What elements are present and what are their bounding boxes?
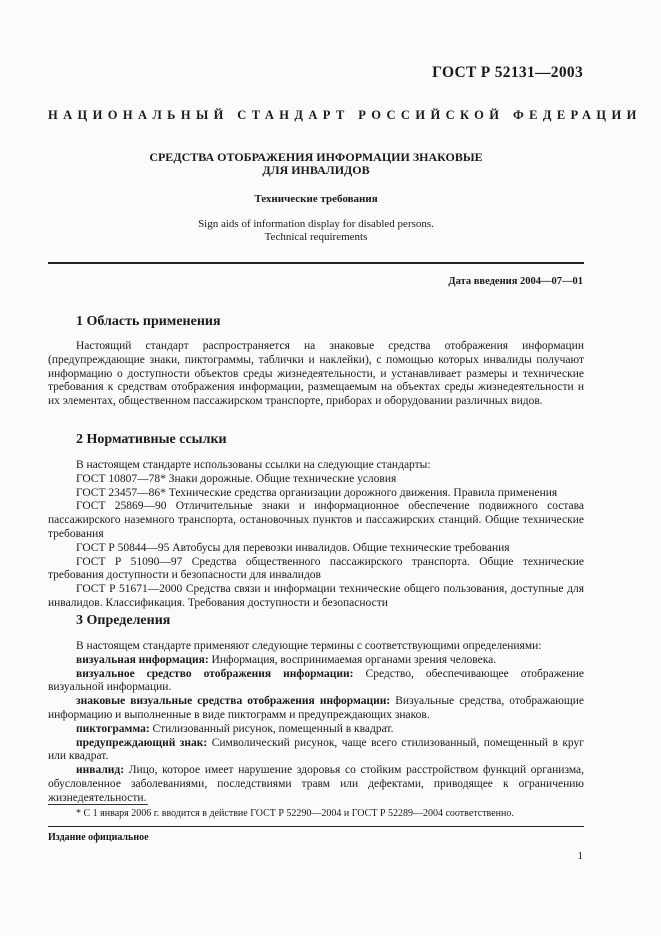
section-3-intro: В настоящем стандарте применяют следующие термины с соответствующими определениями: xyxy=(76,640,542,652)
reference-item: ГОСТ Р 51090—97 Средства общественного пассажирского транспорта. Общие технические требования доступности и безопасности для инвалидов xyxy=(48,555,584,582)
definition-term: визуальное средство отображения информации: xyxy=(76,667,354,680)
section-2-body xyxy=(48,459,584,611)
definition-text: Визуальные средства, отображающие информацию и выполненные в виде пиктограмм и предупреждающих знаков. xyxy=(48,695,584,721)
section-1-body xyxy=(48,340,584,409)
definition-term: пиктограмма: xyxy=(76,722,150,735)
definition-text: Символический рисунок, чаще всего стилизованный, помещенный в круг или квадрат. xyxy=(48,736,584,763)
reference-item: ГОСТ 23457—86* Технические средства организации дорожного движения. Правила применения xyxy=(76,486,558,499)
definition-item xyxy=(48,737,584,765)
reference-item: ГОСТ Р 50844—95 Автобусы для перевозки инвалидов. Общие технические требования xyxy=(76,541,510,554)
section-2-intro: В настоящем стандарте использованы ссылки на следующие стандарты: xyxy=(76,459,431,471)
footnote-divider xyxy=(48,804,148,805)
english-title-line2: Technical requirements xyxy=(264,231,368,243)
english-title xyxy=(48,218,584,244)
section-3-body xyxy=(48,640,584,806)
header-divider xyxy=(48,262,584,264)
section-3-heading: 3 Определения xyxy=(76,613,171,628)
definition-item xyxy=(48,695,584,723)
footnote: * С 1 января 2006 г. вводится в действие ГОСТ Р 52290—2004 и ГОСТ Р 52289—2004 соответственно. xyxy=(76,808,514,819)
reference-item: ГОСТ Р 51671—2000 Средства связи и информации технические общего пользования, доступные для инвалидов. Классификация. Требования доступности и безопасности xyxy=(48,583,584,609)
section-2-heading: 2 Нормативные ссылки xyxy=(76,432,227,447)
definition-term: визуальная информация: xyxy=(76,653,209,666)
document-title-line1: СРЕДСТВА ОТОБРАЖЕНИЯ ИНФОРМАЦИИ ЗНАКОВЫЕ xyxy=(149,150,483,164)
definition-item xyxy=(48,654,584,668)
definition-term: предупреждающий знак: xyxy=(76,736,208,749)
definition-item xyxy=(48,723,584,737)
definition-text: Лицо, которое имеет нарушение здоровья со стойким расстройством функций организма, обусловленное заболеваниями, последствиями травм или дефектами, приводящее к ограничению жизнедеятельности. xyxy=(48,764,584,804)
edition-label: Издание официальное xyxy=(48,832,149,843)
introduction-date: Дата введения 2004—07—01 xyxy=(448,276,583,287)
definition-text: Средство, обеспечивающее отображение визуальной информации. xyxy=(48,667,585,694)
edition-divider xyxy=(48,826,584,827)
definition-item xyxy=(48,668,584,696)
reference-item: ГОСТ 10807—78* Знаки дорожные. Общие технические условия xyxy=(76,472,397,485)
definition-term: инвалид: xyxy=(76,764,125,777)
document-subtitle: Технические требования xyxy=(254,193,378,205)
standard-number: ГОСТ Р 52131—2003 xyxy=(432,64,583,81)
document-title xyxy=(48,151,584,177)
section-1-text: Настоящий стандарт распространяется на знаковые средства отображения информации (предупреждающие знаки, пиктограммы, таблички и наклейки), с помощью которых инвалиды получают информацию о доступности объектов среды жизнедеятельности, и устанавливает размеры и технические требования к средствам отображения информации, размещаемым на объектах среды жизнедеятельности и их элементах, общественном пассажирском транспорте, приборах и оборудовании различных видов. xyxy=(48,340,584,408)
national-standard-title: НАЦИОНАЛЬНЫЙ СТАНДАРТ РОССИЙСКОЙ ФЕДЕРАЦИИ xyxy=(48,108,642,122)
reference-item: ГОСТ 25869—90 Отличительные знаки и информационное обеспечение подвижного состава пассажирского наземного транспорта, остановочных пунктов и пассажирских станций. Общие технические требования xyxy=(48,500,584,540)
document-title-line2: ДЛЯ ИНВАЛИДОВ xyxy=(262,163,370,177)
definition-text: Стилизованный рисунок, помещенный в квадрат. xyxy=(149,722,394,735)
definition-item xyxy=(48,764,584,805)
definition-text: Информация, воспринимаемая органами зрения человека. xyxy=(208,653,497,666)
english-title-line1: Sign aids of information display for disabled persons. xyxy=(198,218,434,230)
definition-term: знаковые визуальные средства отображения информации: xyxy=(76,695,391,708)
page-number: 1 xyxy=(577,850,583,862)
section-1-heading: 1 Область применения xyxy=(76,314,221,329)
